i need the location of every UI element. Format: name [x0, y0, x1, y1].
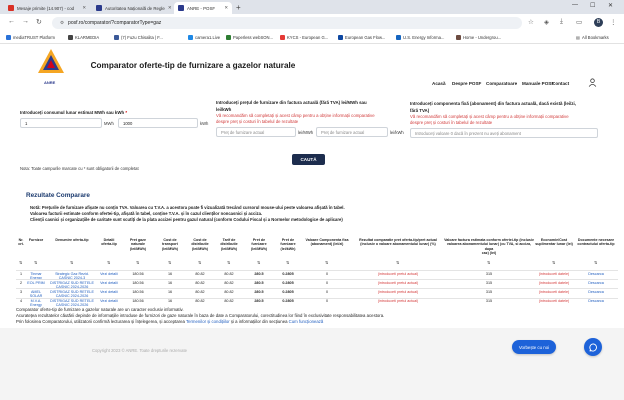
browser-tab-gmail[interactable]	[4, 2, 90, 14]
table-cell-furnizor[interactable]: Tinmar Energy	[30, 271, 42, 280]
table-cell-pret-mwh: 280.5	[254, 289, 264, 294]
table-cell-nr: 1	[19, 271, 23, 276]
table-cell-pret-mwh: 280.5	[254, 271, 264, 276]
table-cell-pret-kwh: 0.2805	[282, 271, 294, 276]
downloads-icon[interactable]: ⤓	[560, 18, 563, 25]
table-cell-pret-kwh: 0.2805	[282, 289, 294, 294]
table-cell-abonament: 0	[325, 289, 329, 294]
sort-icon[interactable]: ⇅	[168, 260, 172, 265]
fixed-recommendation-line2: despre preț și costuri în tabelul de rezultate	[410, 120, 493, 125]
tab-label: Autoritatea Națională de Regle	[105, 5, 165, 11]
fixed-component-input[interactable]: Introduceți valoare 0 dacă în prezent nu aveți abonament	[410, 128, 598, 138]
terms-text: Prin folosirea Comparatorului, utilizatorii confirmă lecturarea și înțelegerea, și acceptarea	[16, 319, 186, 324]
price-label: Introduceți prețul de furnizare din factura actuală (fără TVA) lei/MWh sau	[216, 100, 367, 105]
back-icon[interactable]: ←	[8, 18, 15, 25]
required-fields-note: Nota: Toate campurile marcate cu * sunt obligatorii de completat	[20, 166, 139, 171]
price-label-line2: lei/kWh	[216, 107, 232, 112]
browser-tab-anre[interactable]	[92, 2, 172, 14]
nav-acasa[interactable]: Acasă	[432, 81, 446, 86]
anre-favicon-icon	[178, 5, 184, 11]
reload-icon[interactable]: ↻	[36, 19, 42, 26]
sort-icon[interactable]: ⇅	[286, 260, 290, 265]
search-button[interactable]: CAUTĂ	[292, 154, 325, 165]
price-recommendation-line2: despre preț și costuri în tabelul de rezultate	[216, 119, 299, 124]
table-cell-detalii[interactable]: Vezi detalii	[100, 289, 118, 294]
table-cell-distributie: 80.82	[195, 271, 205, 276]
unit-lei-mwh: lei/MWh	[298, 130, 314, 135]
bookmark-item[interactable]	[396, 35, 444, 40]
user-icon[interactable]	[588, 78, 597, 87]
url-text: posf.ro/comparator/?comparatorType=gaz	[68, 20, 162, 26]
table-cell-tarif: 80.82	[224, 289, 234, 294]
bookmark-label: camera1.Live	[195, 35, 221, 40]
sort-icon[interactable]: ⇅	[70, 260, 74, 265]
browser-tab-posf[interactable]	[174, 2, 232, 14]
table-row	[16, 288, 618, 297]
sort-icon[interactable]: ⇅	[198, 260, 202, 265]
close-window-icon[interactable]: ✕	[608, 3, 614, 9]
column-header[interactable]: Tarif de distributie (lei/MWh)	[220, 238, 238, 251]
table-cell-documente[interactable]: Descarca	[588, 289, 604, 294]
bookmark-favicon-icon	[338, 35, 343, 40]
table-cell-pret-gaz: 180.56	[132, 280, 144, 285]
nav-despre[interactable]: Despre POSF	[452, 81, 482, 86]
sort-icon[interactable]: ⇅	[19, 260, 23, 265]
sort-icon[interactable]: ⇅	[34, 260, 38, 265]
table-cell-detalii[interactable]: Vezi detalii	[100, 299, 118, 304]
table-cell-furnizor[interactable]: EOL PRIM	[27, 280, 45, 285]
bookmark-favicon-icon	[188, 35, 193, 40]
bookmark-label: U.S. Energy Informa...	[403, 35, 445, 40]
unit-lei-kwh: lei/kWh	[390, 130, 404, 135]
sort-icon[interactable]: ⇅	[325, 260, 329, 265]
column-header[interactable]: Valoare Componenta fixa (abonament) (lei/zi)	[305, 238, 349, 247]
bookmark-item[interactable]	[338, 35, 385, 40]
table-cell-abonament: 0	[325, 299, 329, 304]
consumption-label: Introduceți consumul lunar estimat MWh sau kWh *	[20, 110, 128, 115]
column-header[interactable]: Denumire oferta-tip	[55, 238, 89, 242]
disclaimer-line: Acuratețea rezultatelor căutării depinde de informațiile introduse de furnizori de gaze naturale în baza de date a Comparatorului, corectitudinea lor fiind în exclusivitate responsabilitatea acestora.	[16, 313, 385, 318]
bookmark-item[interactable]	[188, 35, 220, 40]
table-cell-documente[interactable]: Descarca	[588, 280, 604, 285]
table-cell-distributie: 80.82	[195, 280, 205, 285]
table-cell-tarif: 80.82	[224, 280, 234, 285]
consumption-input[interactable]: 1	[20, 118, 102, 128]
address-bar[interactable]	[52, 17, 522, 29]
column-header[interactable]: Nr. crt.	[18, 238, 24, 247]
table-cell-documente[interactable]: Descarca	[588, 299, 604, 304]
browser-tab-bar	[0, 0, 624, 14]
price-mwh-input[interactable]: Preț de furnizare actual	[216, 127, 296, 137]
chat-button[interactable]	[584, 338, 602, 356]
sort-icon[interactable]: ⇅	[257, 260, 261, 265]
unit-mwh: MWh	[104, 121, 114, 126]
all-bookmarks-label: All Bookmarks	[581, 35, 609, 40]
logo-text: ANRE	[44, 80, 56, 85]
bookmark-item[interactable]	[68, 35, 99, 40]
sort-icon[interactable]: ⇅	[227, 260, 231, 265]
maximize-icon[interactable]: ☐	[590, 3, 596, 9]
bookmark-label: KLARMEDIA	[75, 35, 100, 40]
table-cell-oferta[interactable]: Strategic Gaz Rezid. CASNIC 2024-3	[55, 271, 89, 280]
bookmark-item[interactable]	[6, 35, 55, 40]
column-header[interactable]: Valoare factura estimata conform ofertei-tip (inclusiv valoarea abonamentului lunar) (cu TVA, si acciza, dupa caz) (lei)	[444, 238, 534, 256]
table-cell-nr: 4	[19, 299, 23, 304]
table-cell-economie: (introduceti datele)	[538, 299, 570, 304]
sort-icon[interactable]: ⇅	[552, 260, 556, 265]
table-row	[16, 279, 618, 288]
bookmark-label: KYCS - European G...	[287, 35, 329, 40]
site-info-icon[interactable]: ⚙	[60, 20, 65, 25]
column-header[interactable]: Cost de distributie (lei/MWh)	[191, 238, 209, 251]
bookmark-item[interactable]	[456, 35, 501, 40]
column-header[interactable]: Economie/Cost suplimentar lunar (lei)	[535, 238, 573, 247]
results-title: Rezultate Comparare	[26, 192, 90, 199]
table-cell-factura: 315	[485, 299, 493, 304]
bookmark-label: European Gas Flow...	[345, 35, 386, 40]
table-row	[16, 298, 618, 307]
bookmark-item[interactable]	[280, 35, 328, 40]
bookmark-label: (7) Fuzu Chisalita | F...	[121, 35, 163, 40]
bookmark-item[interactable]	[114, 35, 163, 40]
column-header[interactable]: Pret gaze naturale (lei/MWh)	[130, 238, 146, 251]
column-header[interactable]: Detalii oferta-tip	[101, 238, 117, 247]
table-cell-pret-kwh: 0.2805	[282, 299, 294, 304]
table-cell-oferta[interactable]: DISTRIGAZ SUD RETELE CASNIC 2024-2026	[50, 280, 94, 289]
table-cell-rezultat: (introduceti pretul actual)	[377, 299, 419, 304]
close-tab-icon[interactable]: ✕	[167, 5, 172, 10]
unit-kwh: kWh	[200, 121, 209, 126]
sort-icon[interactable]: ⇅	[594, 260, 598, 265]
column-header[interactable]: Rezultat comparatie pret oferta-tip/pret actual (inclusiv o valoare abonamentului lunar) (%)	[359, 238, 437, 247]
table-cell-abonament: 0	[325, 271, 329, 276]
results-note-line: Notă: Prețurile de furnizare afișate nu conțin TVA. Valoarea cu T.V.A. a acestora poate fi vizualizată trecând cursorul mouse-ului peste valoarea afișată în tabel.	[30, 205, 345, 210]
results-note-line: Clienții casnici și organizațiile de caritate sunt scutiți de la plata accizei pentru gazul natural (conform Codului Fiscal și a Normelor metodologice de aplicare)	[30, 217, 343, 222]
chat-icon	[589, 343, 598, 352]
column-header[interactable]: Pret de furnizare (lei/MWh)	[251, 238, 267, 251]
table-cell-pret-mwh: 280.5	[254, 280, 264, 285]
table-cell-tarif: 80.82	[224, 271, 234, 276]
table-cell-economie: (introduceti datele)	[538, 271, 570, 276]
table-cell-transport: 16	[167, 280, 173, 285]
table-cell-transport: 16	[167, 299, 173, 304]
table-cell-rezultat: (introduceti pretul actual)	[377, 280, 419, 285]
table-cell-rezultat: (introduceti pretul actual)	[377, 289, 419, 294]
bookmark-label: mediaTRUST Platform	[13, 35, 56, 40]
bookmark-favicon-icon	[280, 35, 285, 40]
terms-line	[16, 319, 576, 325]
table-cell-pret-mwh: 280.5	[254, 299, 264, 304]
kwh-input[interactable]: 1000	[118, 118, 198, 128]
table-cell-transport: 16	[167, 271, 173, 276]
table-cell-rezultat: (introduceti pretul actual)	[377, 271, 419, 276]
terms-text: și a informațiilor din secțiunea	[229, 319, 289, 324]
column-header[interactable]: Documente necesare contractului oferta-tip	[577, 238, 615, 247]
bookmark-label: Paperless webSON...	[233, 35, 274, 40]
sort-row	[16, 260, 618, 268]
column-header[interactable]: Furnizor	[28, 238, 44, 242]
table-cell-factura: 315	[485, 280, 493, 285]
bookmark-label: Home - Undergrou...	[463, 35, 502, 40]
browser-toolbar	[0, 14, 624, 32]
column-header[interactable]: Pret de furnizare (lei/kWh)	[280, 238, 296, 251]
copyright: Copyright 2023 © ANRE. Toate drepturile rezervate	[92, 348, 187, 353]
disclaimer-line: Comparator oferte-tip de furnizare a gazelor naturale are un caracter exclusiv informativ.	[16, 307, 184, 312]
table-cell-nr: 2	[19, 280, 23, 285]
table-cell-documente[interactable]: Descarca	[588, 271, 604, 276]
bookmark-favicon-icon	[226, 35, 231, 40]
sort-icon[interactable]: ⇅	[396, 260, 400, 265]
how-it-works-link[interactable]: Cum funcționează	[288, 319, 324, 324]
table-cell-furnizor[interactable]: M.V.A. Energy	[30, 299, 42, 308]
bookmarks-bar	[0, 32, 624, 44]
table-cell-distributie: 80.82	[195, 299, 205, 304]
table-cell-nr: 3	[19, 289, 23, 294]
bookmark-favicon-icon	[396, 35, 401, 40]
sort-icon[interactable]: ⇅	[136, 260, 140, 265]
table-cell-economie: (introduceti datele)	[538, 280, 570, 285]
tab-label: ANRE - POSF	[187, 5, 216, 11]
profile-avatar[interactable]: B	[594, 18, 603, 27]
table-cell-tarif: 80.82	[224, 299, 234, 304]
table-cell-economie: (introduceti datele)	[538, 289, 570, 294]
table-cell-pret-gaz: 180.56	[132, 289, 144, 294]
bookmark-favicon-icon	[456, 35, 461, 40]
table-cell-pret-kwh: 0.2805	[282, 280, 294, 285]
table-cell-furnizor[interactable]: AMEL SOLAR	[29, 289, 43, 298]
bookmark-favicon-icon	[6, 35, 11, 40]
table-cell-factura: 315	[485, 289, 493, 294]
results-note-line: Valoarea facturii estimate conform ofertei-tip, afișată în tabel, conține T.V.A. și în cazul clienților noncasnici și acciza.	[30, 211, 263, 216]
forward-icon[interactable]: →	[22, 18, 29, 25]
table-cell-detalii[interactable]: Vezi detalii	[100, 280, 118, 285]
bookmark-favicon-icon	[114, 35, 119, 40]
price-kwh-input[interactable]: Preț de furnizare actual	[316, 127, 388, 137]
sidebar-icon[interactable]: ▭	[576, 19, 583, 26]
gmail-icon	[8, 5, 14, 11]
bookmark-item[interactable]	[226, 35, 273, 40]
star-icon[interactable]: ☆	[528, 19, 534, 26]
table-cell-factura: 315	[485, 271, 493, 276]
table-cell-pret-gaz: 180.56	[132, 271, 144, 276]
table-cell-distributie: 80.82	[195, 289, 205, 294]
fixed-component-label: Introduceți componenta fixă (abonament) din factura actuală, dacă există (lei/zi,	[410, 101, 576, 106]
table-row	[16, 270, 618, 279]
nav-contact[interactable]: Contact	[552, 81, 570, 86]
fixed-recommendation: Vă recomandăm să completați și acest câmp pentru a obține informații comparative	[410, 114, 569, 119]
terms-link[interactable]: Termenilor și condițiilor	[185, 319, 230, 324]
table-cell-pret-gaz: 180.56	[132, 299, 144, 304]
minimize-icon[interactable]: —	[572, 2, 578, 8]
site-header	[0, 44, 624, 100]
close-tab-icon[interactable]: ✕	[224, 5, 228, 10]
page-title: Comparator oferte-tip de furnizare a gazelor naturale	[90, 61, 296, 70]
price-recommendation: Vă recomandăm să completați și acest câmp pentru a obține informații comparative	[216, 113, 375, 118]
anre-favicon-icon	[96, 5, 102, 11]
anre-logo-icon[interactable]	[36, 47, 66, 77]
column-header[interactable]: Cost de transport (lei/MWh)	[162, 238, 178, 251]
extensions-icon[interactable]: ◈	[544, 19, 549, 26]
bookmark-favicon-icon	[68, 35, 73, 40]
sort-icon[interactable]: ⇅	[107, 260, 111, 265]
table-cell-oferta[interactable]: DISTRIGAZ SUD RETELE CASNIC 2024-2026	[50, 289, 94, 298]
fixed-component-label-line2: fără TVA)	[410, 108, 430, 113]
site-footer	[0, 328, 624, 400]
table-header-row	[16, 236, 618, 258]
table-cell-transport: 16	[167, 289, 173, 294]
sort-icon[interactable]: ⇅	[487, 260, 491, 265]
table-cell-abonament: 0	[325, 280, 329, 285]
all-bookmarks[interactable]	[576, 35, 609, 40]
new-tab-icon[interactable]: +	[236, 3, 241, 12]
tab-label: Mesaje primite (14.907) - cod	[17, 5, 75, 11]
table-cell-detalii[interactable]: Vezi detalii	[100, 271, 118, 276]
nav-manuale[interactable]: Manuale POSF	[522, 81, 555, 86]
contact-button[interactable]: Vorbește cu noi	[512, 340, 556, 354]
nav-comparatoare[interactable]: Comparatoare	[486, 81, 518, 86]
menu-icon[interactable]: ⋮	[610, 19, 617, 26]
folder-icon: ▤	[576, 35, 580, 40]
close-tab-icon[interactable]: ✕	[82, 5, 86, 10]
table-cell-oferta[interactable]: DISTRIGAZ SUD RETELE CASNIC 2024-2026	[50, 299, 94, 308]
results-note	[30, 205, 500, 223]
